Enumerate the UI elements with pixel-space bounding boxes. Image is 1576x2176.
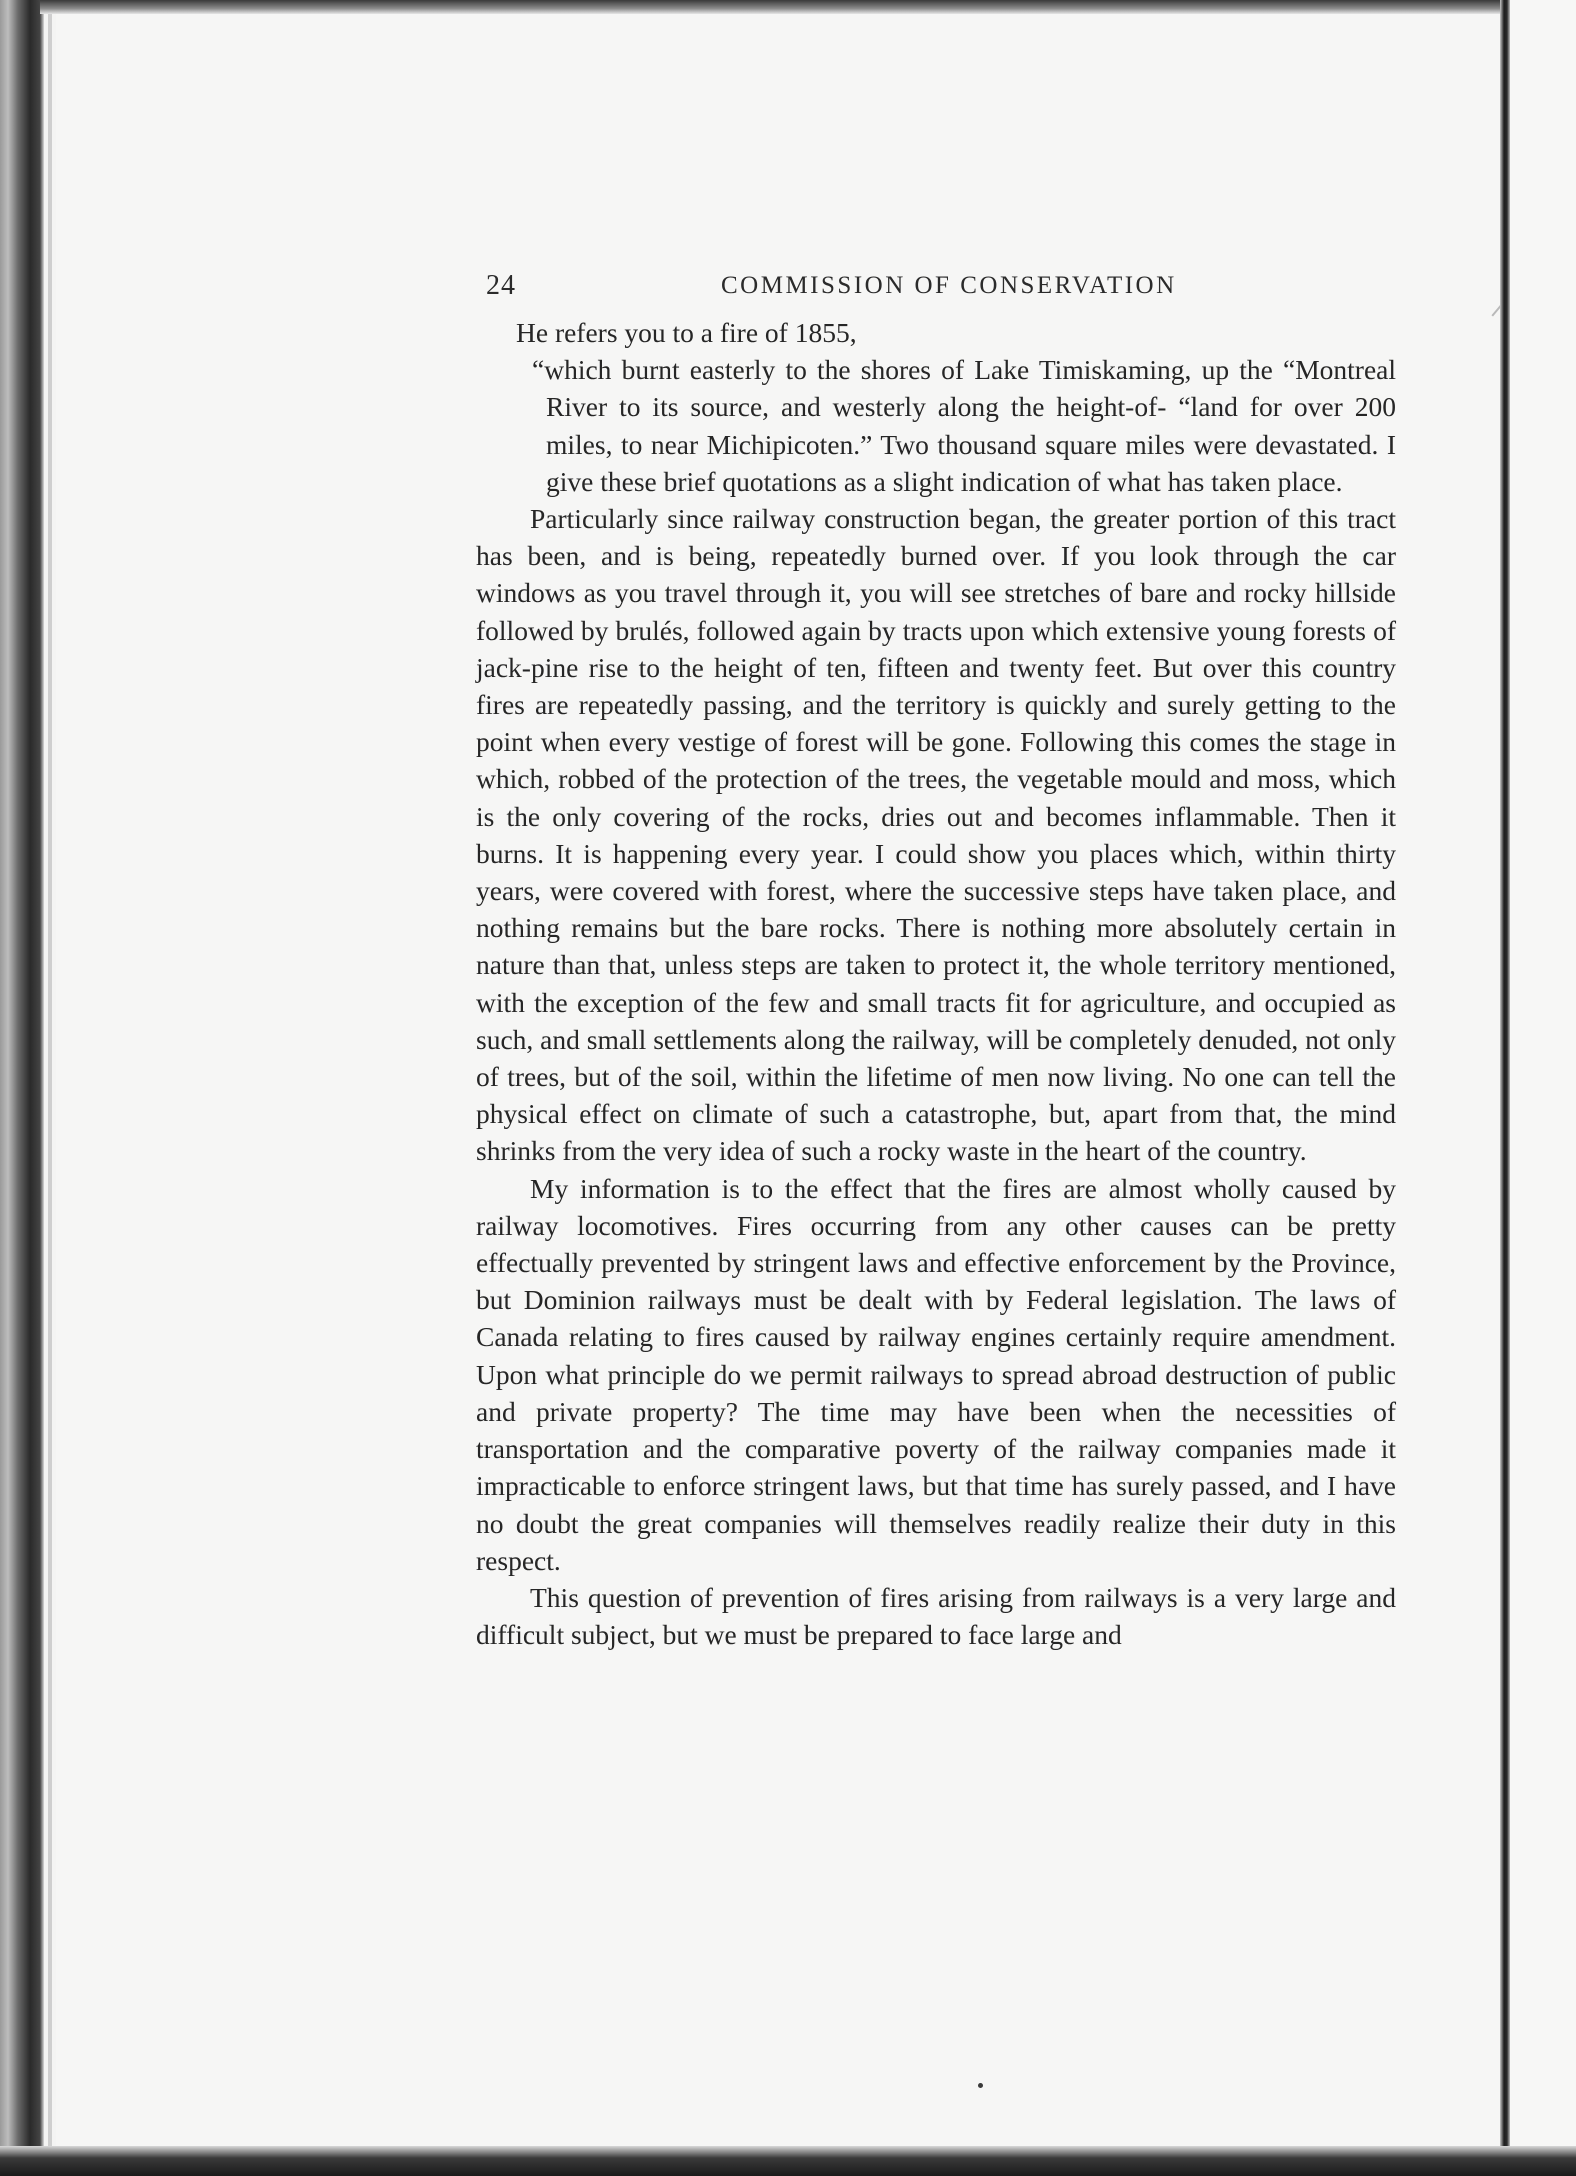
page-header — [486, 270, 1496, 314]
paragraph: This question of prevention of fires arising from railways is a very large and difficult subject, but we must be prepared to face large and — [476, 1581, 1396, 1651]
book-page — [56, 14, 1500, 2146]
book-binding-shadow — [0, 0, 44, 2176]
facing-page-edge — [1510, 0, 1576, 2176]
paragraph: My information is to the effect that the fires are almost wholly caused by railway locomotives. Fires occurring from any other causes can be pretty effectually prevented by stringent laws and effective enforcement by the Province, but Dominion railways must be dealt with by Federal legislation. The laws of Canada relating to fires caused by railway engines certainly require amendment. Upon what principle do we permit railways to spread abroad destruction of public and private property? The time may have been when the necessities of transportation and the comparative poverty of the railway companies made it impracticable to enforce stringent laws, but that time has surely passed, and I have no doubt the great companies will themselves readily realize their duty in this respect. — [476, 1172, 1396, 1576]
binding-edge — [48, 0, 52, 2176]
paragraph: Particularly since railway construction began, the greater portion of this tract has been, and is being, repeatedly burned over. If you look through the car windows as you travel through it, you will see stretches of bare and rocky hillside followed by brulés, followed again by tracts upon which extensive young forests of jack-pine rise to the height of ten, fifteen and twenty feet. But over this country fires are repeatedly passing, and the territory is quickly and surely getting to the point when every vestige of forest will be gone. Following this comes the stage in which, robbed of the protection of the trees, the vegetable mould and moss, which is the only covering of the rocks, dries out and becomes inflammable. Then it burns. It is happening every year. I could show you places which, within thirty years, were covered with forest, where the successive steps have taken place, and nothing remains but the bare rocks. There is nothing more absolutely certain in nature than that, unless steps are taken to protect it, the whole territory mentioned, with the exception of the few and small tracts fit for agriculture, and occupied as such, and small settlements along the railway, will be completely denuded, not only of trees, but of the soil, within the lifetime of men now living. No one can tell the physical effect on climate of such a catastrophe, but, apart from that, the mind shrinks from the very idea of such a rocky waste in the heart of the country. — [476, 503, 1397, 1167]
quoted-paragraph: “which burnt easterly to the shores of Lake Timiskaming, up the “Montreal River to its source, and westerly along the height-of- “land for over 200 miles, to near Michipicoten.” Two thousand square miles were devastated. I give these brief quotations as a slight indication of what has taken place. — [532, 354, 1396, 497]
page-number: 24 — [486, 270, 516, 301]
lead-paragraph: He refers you to a fire of 1855, — [516, 317, 857, 348]
body-text — [476, 314, 1396, 1653]
scan-dot — [978, 2083, 983, 2088]
page-gutter — [1500, 0, 1510, 2176]
top-scan-edge — [40, 0, 1576, 14]
bottom-scan-edge — [0, 2146, 1576, 2176]
running-head: COMMISSION OF CONSERVATION — [721, 272, 1177, 299]
